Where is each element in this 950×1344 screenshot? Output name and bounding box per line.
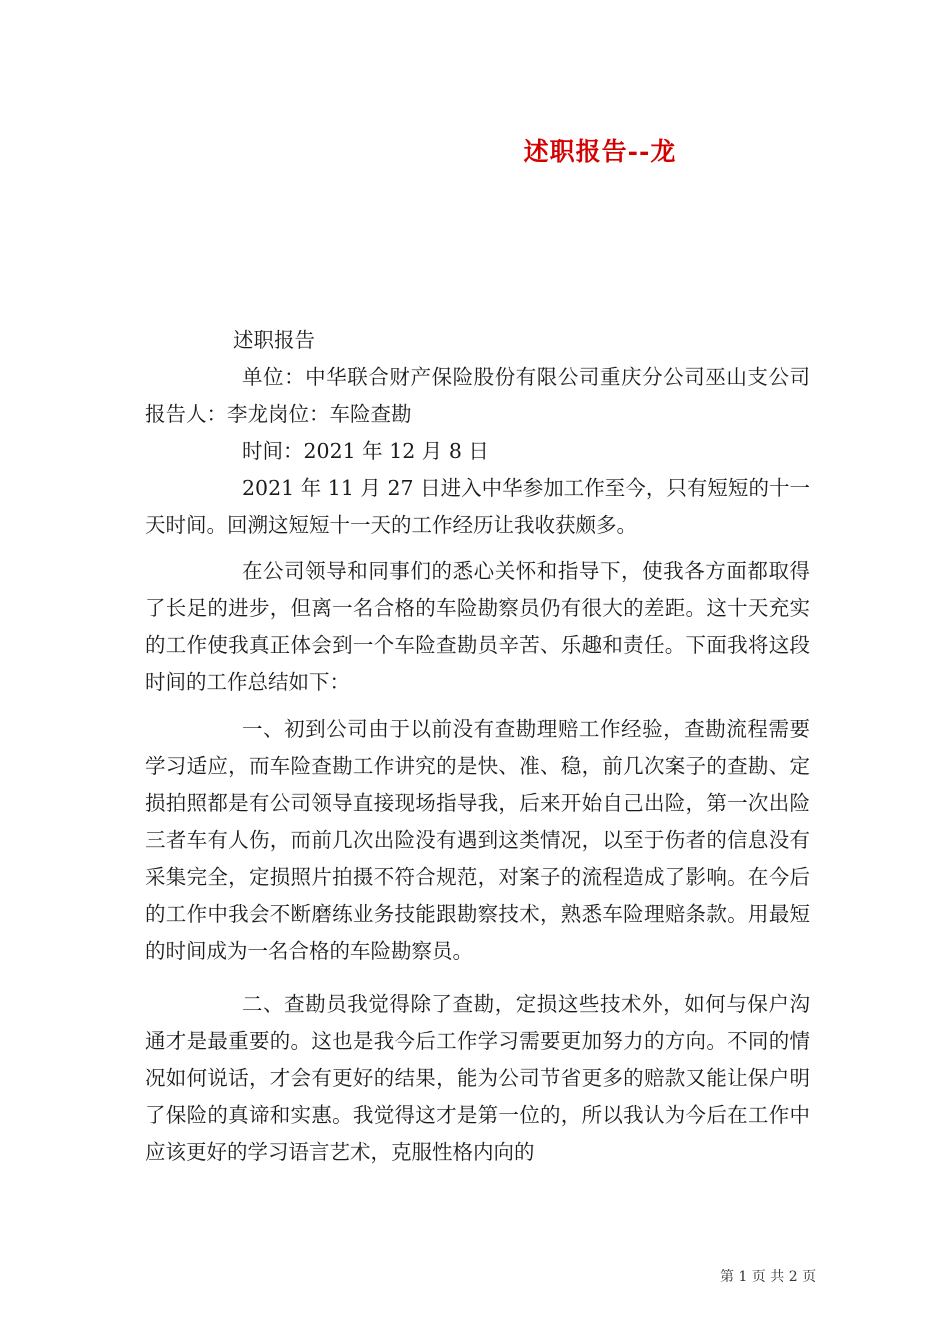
report-heading: 述职报告 [233,328,315,352]
page-number: 第 1 页 共 2 页 [720,1269,817,1285]
paragraph-progress: 在公司领导和同事们的悉心关怀和指导下，使我各方面都取得了长足的进步，但离一名合格的车险勘察员仍有很大的差距。这十天充实的工作使我真正体会到一个车险查勘员辛苦、乐趣和责任。下面我将这段时间的工作总结如下： [145,559,810,695]
paragraph-point-two: 二、查勘员我觉得除了查勘，定损这些技术外，如何与保户沟通才是最重要的。这也是我今后工作学习需要更加努力的方向。不同的情况如何说话，才会有更好的结果，能为公司节省更多的赔款又能让保户明了保险的真谛和实惠。我觉得这才是第一位的，所以我认为今后在工作中应该更好的学习语言艺术，克服性格内向的 [145,992,810,1165]
paragraph-intro: 2021 年 11 月 27 日进入中华参加工作至今，只有短短的十一天时间。回溯这短短十一天的工作经历让我收获颇多。 [145,475,810,537]
document-body [145,322,810,1171]
date-line: 时间：2021 年 12 月 8 日 [242,438,489,463]
document-title: 述职报告--龙 [523,137,677,166]
paragraph-point-one: 一、初到公司由于以前没有查勘理赔工作经验，查勘流程需要学习适应，而车险查勘工作讲究的是快、准、稳，前几次案子的查勘、定损拍照都是有公司领导直接现场指导我，后来开始自己出险，第一次出险三者车有人伤，而前几次出险没有遇到这类情况，以至于伤者的信息没有采集完全，定损照片拍摄不符合规范，对案子的流程造成了影响。在今后的工作中我会不断磨练业务技能跟勘察技术，熟悉车险理赔条款。用最短的时间成为一名合格的车险勘察员。 [145,717,810,963]
unit-reporter-line: 单位：中华联合财产保险股份有限公司重庆分公司巫山支公司报告人：李龙岗位：车险查勘 [145,364,810,426]
